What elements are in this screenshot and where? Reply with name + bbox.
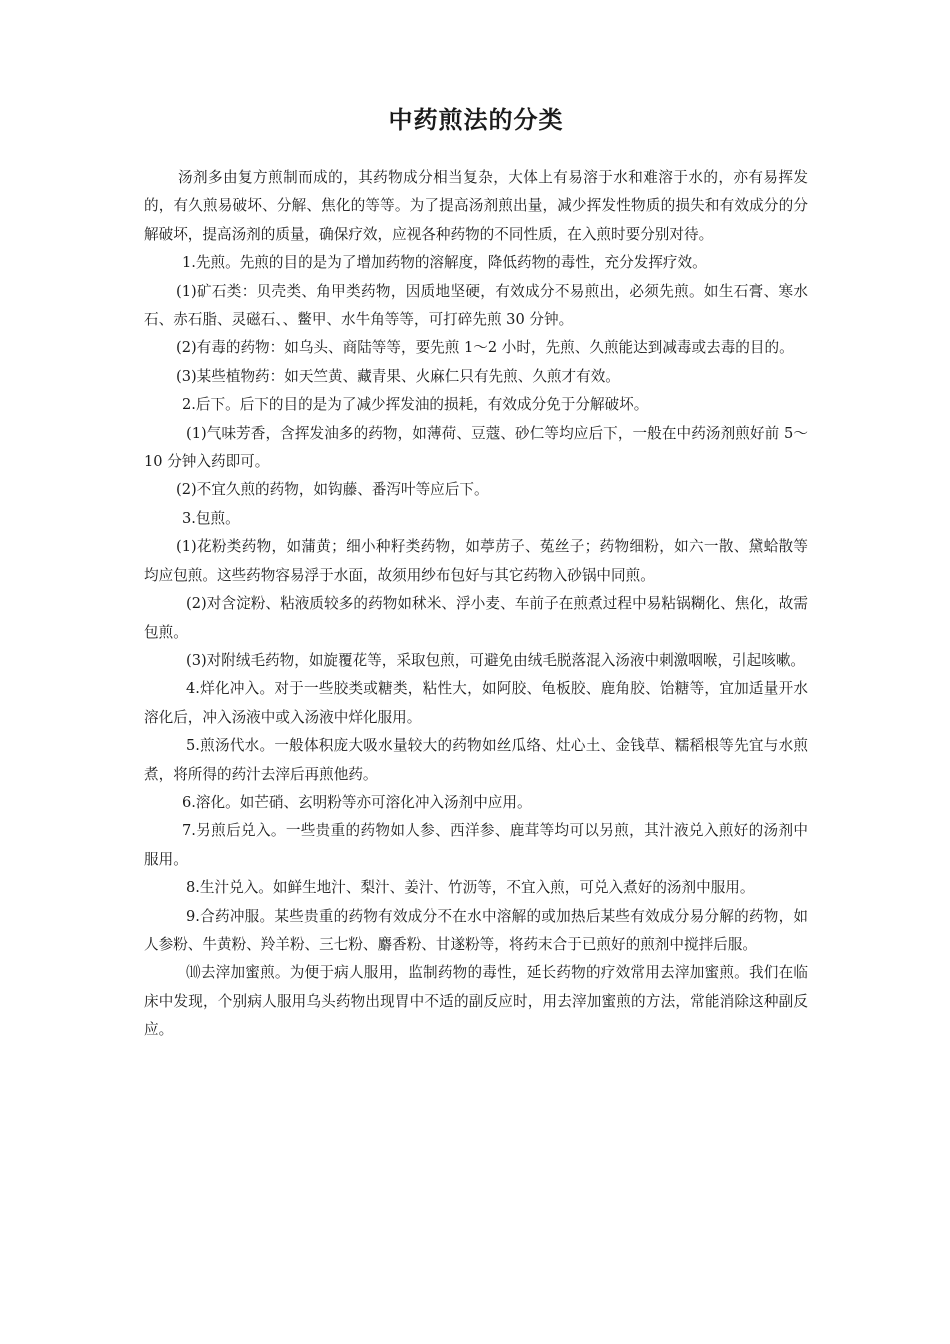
section-1-item-1: (1)矿石类：贝壳类、角甲类药物，因质地坚硬，有效成分不易煎出，必须先煎。如生石膏、寒水石、赤石脂、灵磁石、、鳖甲、水牛角等等，可打碎先煎 30 分钟。 [144,282,808,329]
section-1-item-3: (3)某些植物药：如天竺黄、藏青果、火麻仁只有先煎、久煎才有效。 [176,367,620,385]
section-2-item-1: (1)气味芳香，含挥发油多的药物，如薄荷、豆蔻、砂仁等均应后下，一般在中药汤剂煎好前 5～10 分钟入药即可。 [144,424,808,471]
page-title: 中药煎法的分类 [388,106,564,134]
section-3-item-1: (1)花粉类药物，如蒲黄；细小种籽类药物，如葶苈子、菟丝子；药物细粉，如六一散、黛蛤散等均应包煎。这些药物容易浮于水面，故须用纱布包好与其它药物入砂锅中同煎。 [144,538,808,584]
section-3-heading: 3.包煎。 [182,509,240,527]
section-4-paragraph: 4.烊化冲入。对于一些胶类或糖类，粘性大，如阿胶、龟板胶、鹿角胶、饴糖等，宜加适量开水溶化后，冲入汤液中或入汤液中烊化服用。 [144,680,808,726]
intro-paragraph: 汤剂多由复方煎制而成的，其药物成分相当复杂，大体上有易溶于水和难溶于水的，亦有易挥发的，有久煎易破坏、分解、焦化的等等。为了提高汤剂煎出量，减少挥发性物质的损失和有效成分的分解破坏，提高汤剂的质量，确保疗效，应视各种药物的不同性质，在入煎时要分别对待。 [144,169,808,243]
section-2-item-2: (2)不宜久煎的药物，如钩藤、番泻叶等应后下。 [176,481,489,499]
section-7-paragraph: 7.另煎后兑入。一些贵重的药物如人参、西洋参、鹿茸等均可以另煎，其汁液兑入煎好的汤剂中服用。 [144,822,808,868]
section-10-paragraph: ⑽去滓加蜜煎。为便于病人服用，监制药物的毒性，延长药物的疗效常用去滓加蜜煎。我们在临床中发现，个别病人服用乌头药物出现胃中不适的副反应时，用去滓加蜜煎的方法，常能消除这种副反应。 [144,964,808,1039]
section-1-heading: 1.先煎。先煎的目的是为了增加药物的溶解度，降低药物的毒性，充分发挥疗效。 [182,254,707,272]
document-page [144,100,808,1045]
section-8-paragraph: 8.生汁兑入。如鲜生地汁、梨汁、姜汁、竹沥等，不宜入煎，可兑入煮好的汤剂中服用。 [186,879,755,897]
section-3-item-3: (3)对附绒毛药物，如旋覆花等，采取包煎，可避免由绒毛脱落混入汤液中刺激咽喉，引起咳嗽。 [186,651,806,669]
section-2-heading: 2.后下。后下的目的是为了减少挥发油的损耗，有效成分免于分解破坏。 [182,396,649,414]
section-5-paragraph: 5.煎汤代水。一般体积庞大吸水量较大的药物如丝瓜络、灶心土、金钱草、糯稻根等先宜与水煎煮，将所得的药汁去滓后再煎他药。 [144,737,808,783]
section-9-paragraph: 9.合药冲服。某些贵重的药物有效成分不在水中溶解的或加热后某些有效成分易分解的药物，如人参粉、牛黄粉、羚羊粉、三七粉、麝香粉、甘遂粉等，将药末合于已煎好的煎剂中搅拌后服。 [144,907,808,953]
section-1-item-2: (2)有毒的药物：如乌头、商陆等等，要先煎 1～2 小时，先煎、久煎能达到减毒或去毒的目的。 [176,339,794,357]
section-6-paragraph: 6.溶化。如芒硝、玄明粉等亦可溶化冲入汤剂中应用。 [182,793,532,811]
section-3-item-2: (2)对含淀粉、粘液质较多的药物如秫米、浮小麦、车前子在煎煮过程中易粘锅糊化、焦化，故需包煎。 [144,595,808,641]
document-body [144,164,808,1045]
